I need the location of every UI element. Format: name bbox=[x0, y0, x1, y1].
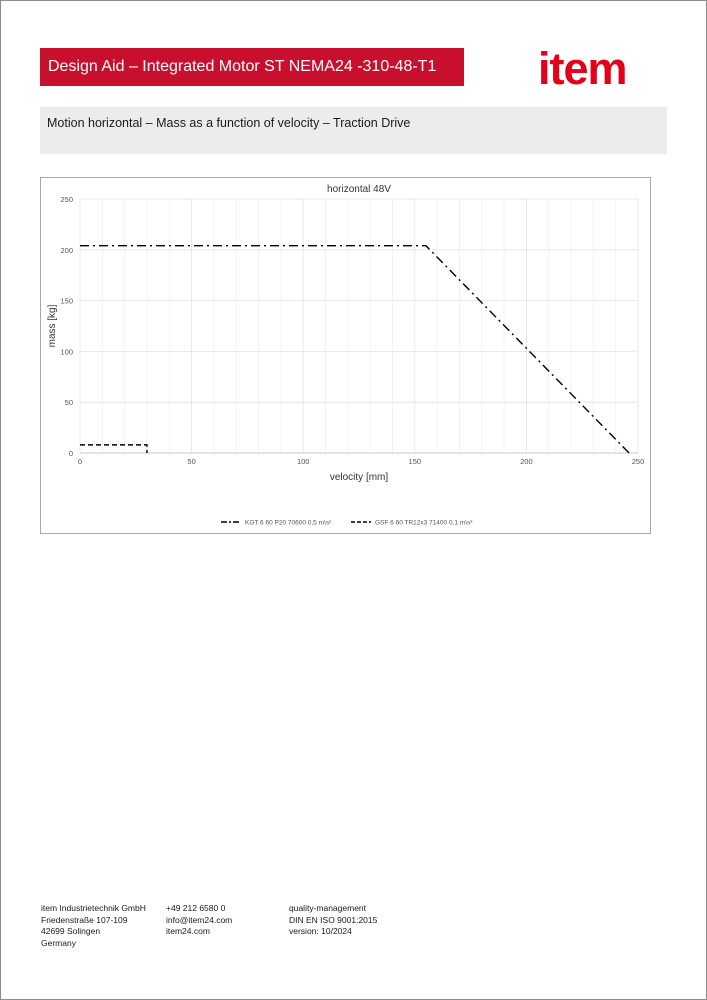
footer-iso: DIN EN ISO 9001:2015 bbox=[289, 914, 378, 925]
y-tick-label: 150 bbox=[60, 296, 73, 306]
x-tick-label: 0 bbox=[77, 457, 83, 466]
y-tick-label: 100 bbox=[60, 347, 73, 357]
series-line-1 bbox=[80, 246, 629, 453]
y-tick-label: 50 bbox=[64, 398, 73, 408]
footer-contact bbox=[166, 903, 232, 938]
page-subtitle: Motion horizontal – Mass as a function of velocity – Traction Drive bbox=[40, 107, 667, 154]
x-tick-label: 100 bbox=[296, 457, 310, 466]
x-tick-label: 50 bbox=[187, 457, 196, 466]
x-tick-label: 200 bbox=[520, 457, 533, 466]
x-axis-label: velocity [mm] bbox=[329, 472, 389, 483]
x-tick-label: 250 bbox=[631, 457, 645, 466]
footer-phone: +49 212 6580 0 bbox=[166, 903, 226, 913]
footer-website: item24.com bbox=[166, 926, 210, 936]
footer-email: info@item24.com bbox=[166, 914, 233, 925]
x-tick-label: 150 bbox=[408, 457, 422, 466]
legend-label-2: GSF 6 60 TR12x3 71400 0,1 m\s² bbox=[375, 519, 473, 527]
footer-city: 42699 Solingen bbox=[41, 926, 101, 936]
chart-title: horizontal 48V bbox=[327, 184, 391, 195]
y-tick-label: 0 bbox=[68, 449, 73, 458]
brand-logo: item bbox=[538, 43, 627, 94]
footer-street: Friedenstraße 107-109 bbox=[41, 914, 128, 925]
footer-quality-label: quality-management bbox=[289, 903, 367, 913]
footer-country: Germany bbox=[41, 937, 76, 948]
page-title: Design Aid – Integrated Motor ST NEMA24 -310-48-T1 bbox=[40, 48, 464, 86]
legend-label-1: KGT 6 60 P20 70600 0,5 m\s² bbox=[245, 519, 332, 527]
series-line-2 bbox=[80, 445, 147, 453]
footer-company bbox=[41, 903, 146, 949]
footer-company-name: item Industrietechnik GmbH bbox=[41, 903, 146, 913]
y-axis-label: mass [kg] bbox=[47, 304, 58, 348]
chart-frame bbox=[40, 177, 651, 534]
mass-velocity-chart bbox=[41, 178, 652, 535]
y-tick-label: 200 bbox=[60, 245, 73, 255]
footer-quality bbox=[289, 903, 377, 938]
footer-version: version: 10/2024 bbox=[289, 926, 352, 936]
y-tick-label: 250 bbox=[60, 195, 73, 204]
